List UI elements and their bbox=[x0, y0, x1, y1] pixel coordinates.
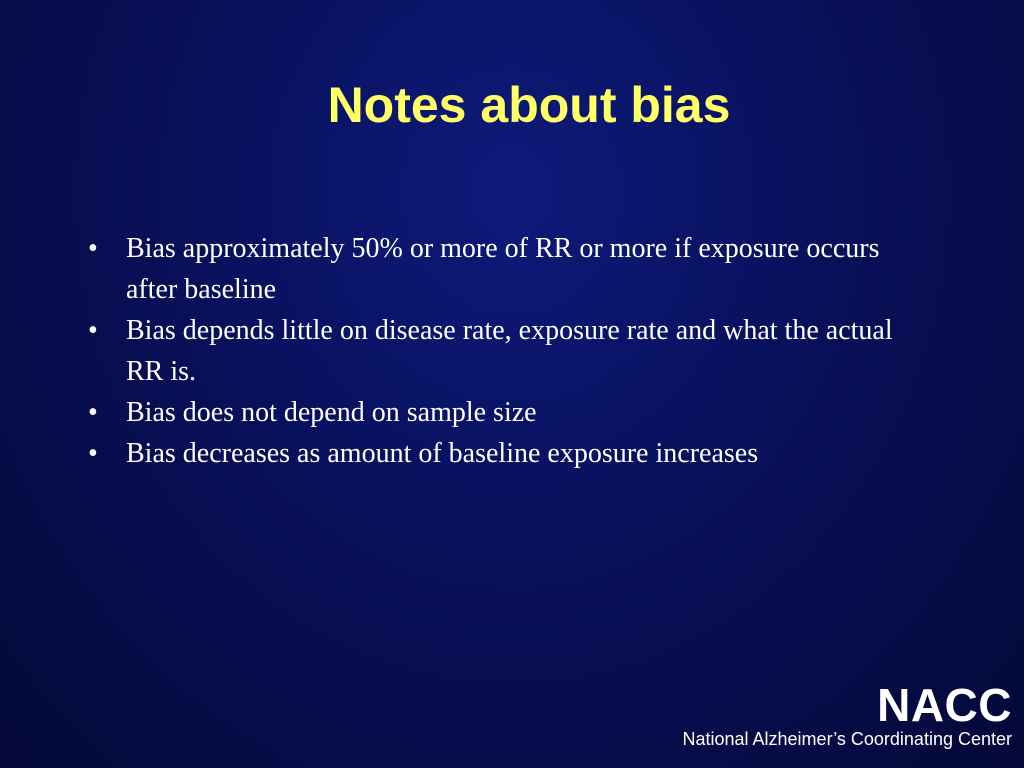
bullet-text: Bias depends little on disease rate, exposure rate and what the actual RR is. bbox=[126, 315, 893, 387]
bullet-item bbox=[82, 228, 932, 310]
bullet-text: Bias does not depend on sample size bbox=[126, 397, 537, 428]
bullet-list bbox=[82, 228, 932, 474]
bullet-item bbox=[82, 433, 932, 474]
bullet-item bbox=[82, 392, 932, 433]
bullet-item bbox=[82, 310, 932, 392]
bullet-text: Bias decreases as amount of baseline exposure increases bbox=[126, 438, 759, 469]
bullet-icon: • bbox=[88, 397, 98, 428]
bullet-icon: • bbox=[88, 438, 98, 469]
bullet-text: Bias approximately 50% or more of RR or more if exposure occurs after baseline bbox=[126, 233, 880, 305]
nacc-logo: NACC bbox=[877, 679, 1012, 731]
bullet-icon: • bbox=[88, 315, 98, 346]
organization-name: National Alzheimer’s Coordinating Center bbox=[682, 729, 1012, 749]
slide-title: Notes about bias bbox=[327, 77, 731, 133]
bullet-icon: • bbox=[88, 233, 98, 264]
